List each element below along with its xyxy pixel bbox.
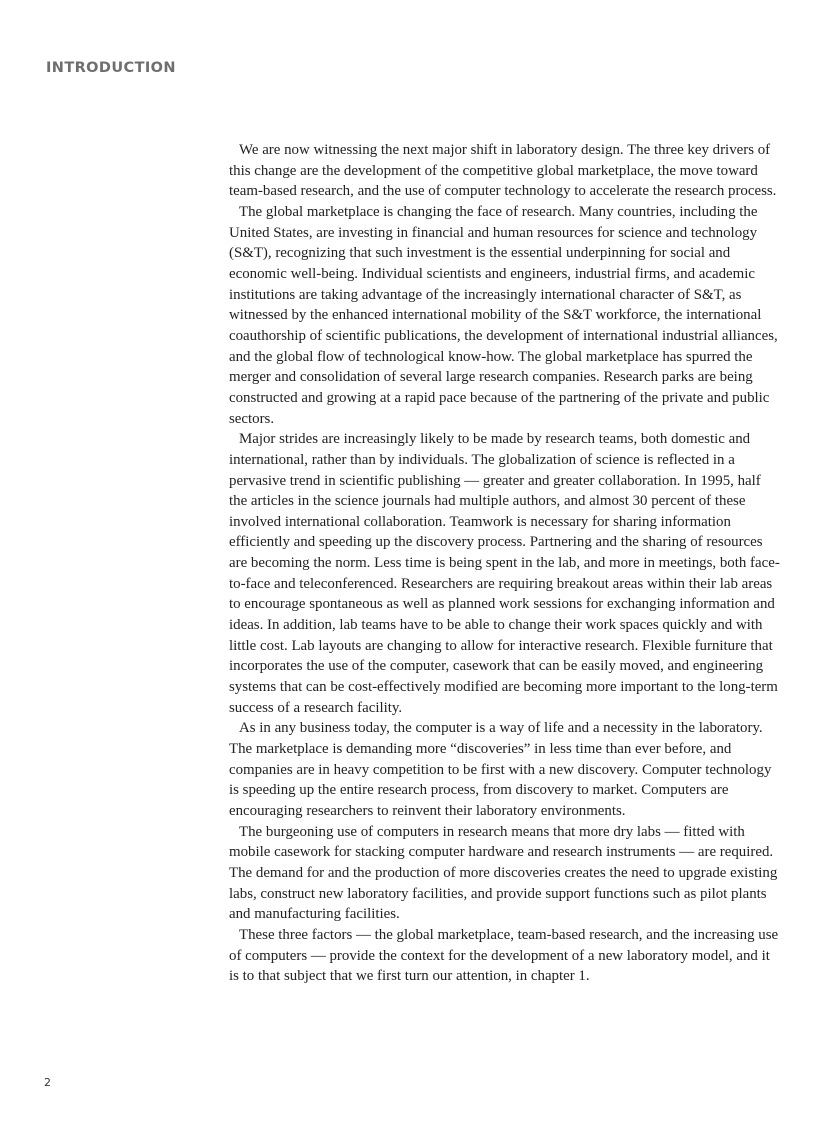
page-number: 2 — [44, 1076, 51, 1089]
section-title: INTRODUCTION — [46, 60, 176, 76]
paragraph-5: The burgeoning use of computers in research means that more dry labs — fitted with mobile casework for stacking computer hardware and research instruments — are required. The demand for and the production of more discoveries creates the need to upgrade existing labs, construct new laboratory facilities, and provide support functions such as pilot plants and manufacturing facilities. — [229, 823, 778, 923]
body-text — [229, 140, 780, 987]
paragraph-4: As in any business today, the computer is a way of life and a necessity in the laboratory. The marketplace is demanding more “discoveries” in less time than ever before, and companies are in heavy competition to be first with a new discovery. Computer technology is speeding up the entire research process, from discovery to market. Computers are encouraging researchers to reinvent their laboratory environments. — [229, 720, 772, 819]
paragraph-1: We are now witnessing the next major shift in laboratory design. The three key drivers of this change are the development of the competitive global marketplace, the move toward team-based research, and the use of computer technology to accelerate the research process. — [229, 142, 777, 200]
paragraph-2: The global marketplace is changing the face of research. Many countries, including the United States, are investing in financial and human resources for science and technology (S&T), recognizing that such investment is the essential underpinning for social and economic well-being. Individual scientists and engineers, industrial firms, and academic institutions are taking advantage of the increasingly international character of S&T, as witnessed by the enhanced international mobility of the S&T workforce, the international coauthorship of scientific publications, the development of international industrial alliances, and the global flow of technological know-how. The global marketplace has spurred the merger and consolidation of several large research companies. Research parks are being constructed and growing at a rapid pace because of the partnering of the private and public sectors. — [229, 203, 778, 427]
paragraph-6: These three factors — the global marketplace, team-based research, and the increasing use of computers — provide the context for the development of a new laboratory model, and it is to that subject that we first turn our attention, in chapter 1. — [229, 926, 779, 985]
paragraph-3: Major strides are increasingly likely to be made by research teams, both domestic and international, rather than by individuals. The globalization of science is reflected in a pervasive trend in scientific publishing — greater and greater collaboration. In 1995, half the articles in the science journals had multiple authors, and almost 30 percent of these involved international collaboration. Teamwork is necessary for sharing information efficiently and speeding up the discovery process. Partnering and the sharing of resources are becoming the norm. Less time is being spent in the lab, and more in meetings, both face-to-face and teleconferenced. Researchers are requiring breakout areas within their lab areas to encourage spontaneous as well as planned work sessions for exchanging information and ideas. In addition, lab teams have to be able to change their work spaces quickly and with little cost. Lab layouts are changing to allow for interactive research. Flexible furniture that incorporates the use of the computer, casework that can be easily moved, and engineering systems that can be cost-effectively modified are becoming more important to the long-term success of a research facility. — [229, 431, 780, 716]
